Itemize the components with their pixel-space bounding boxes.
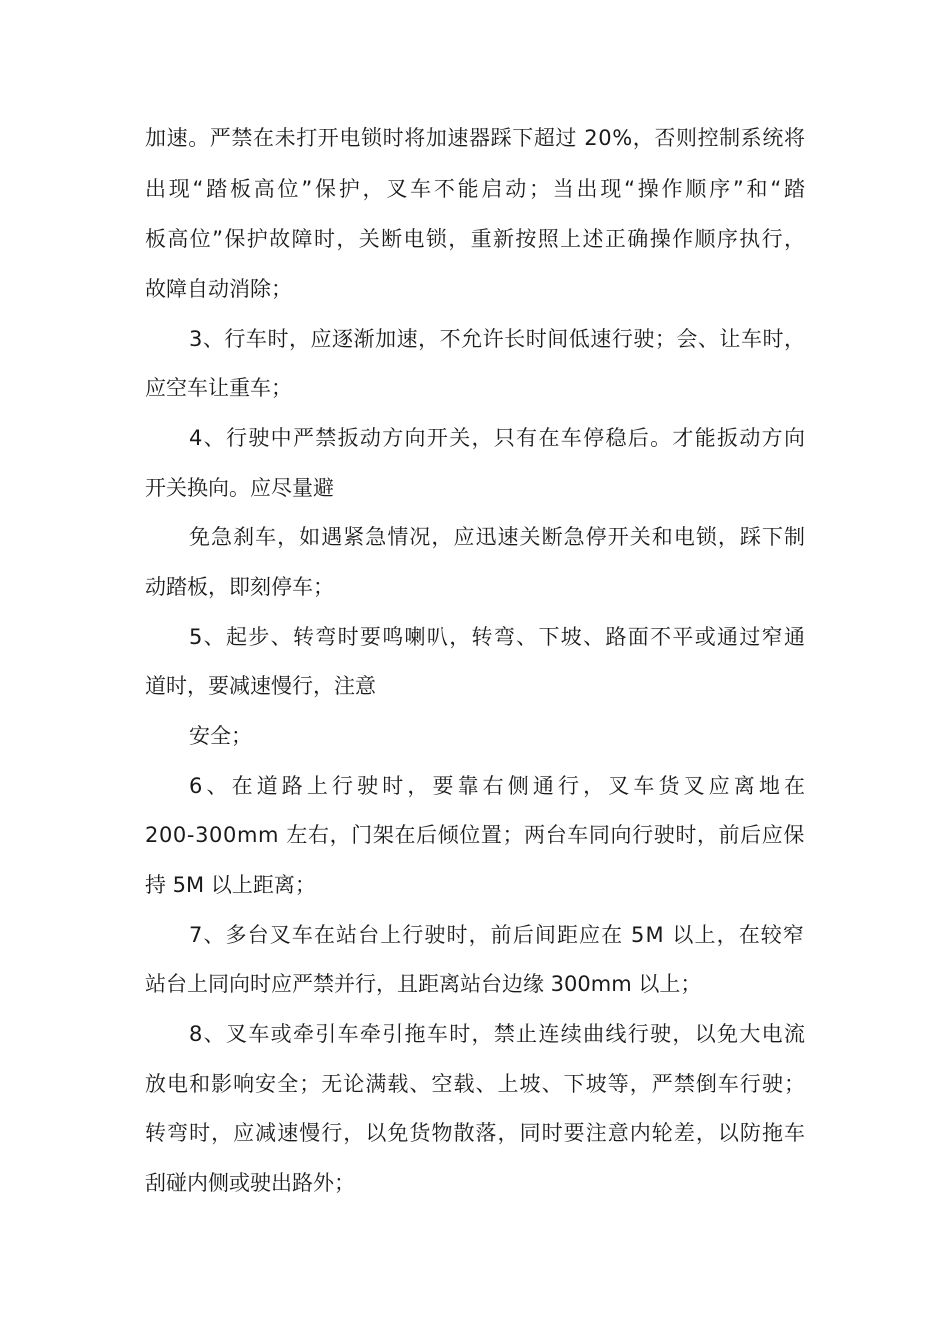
text-line: 5、起步、转弯时要鸣喇叭，转弯、下坡、路面不平或通过窄通: [189, 625, 807, 649]
text-line: 故障自动消除；: [145, 277, 292, 301]
text-line: 转弯时，应减速慢行，以免货物散落，同时要注意内轮差，以防拖车: [145, 1121, 807, 1145]
text-line: 安全；: [189, 724, 252, 748]
text-line: 持 5M 以上距离；: [145, 873, 316, 897]
text-line: 7、多台叉车在站台上行驶时，前后间距应在 5M 以上，在较窄: [189, 923, 805, 947]
text-line: 4、行驶中严禁扳动方向开关，只有在车停稳后。才能扳动方向: [189, 426, 807, 450]
text-line: 板高位”保护故障时，关断电锁，重新按照上述正确操作顺序执行，: [145, 227, 807, 251]
text-line: 站台上同向时应严禁并行，且距离站台边缘 300mm 以上；: [145, 972, 702, 996]
text-line: 放电和影响安全；无论满载、空载、上坡、下坡等，严禁倒车行驶；: [145, 1072, 807, 1096]
text-line: 应空车让重车；: [145, 376, 292, 400]
text-line: 道时，要减速慢行，注意: [145, 674, 376, 698]
text-line: 动踏板，即刻停车；: [145, 575, 334, 599]
text-line: 加速。严禁在未打开电锁时将加速器踩下超过 20%，否则控制系统将: [145, 126, 806, 150]
text-line: 刮碰内侧或驶出路外；: [145, 1171, 355, 1195]
text-line: 8、叉车或牵引车牵引拖车时，禁止连续曲线行驶，以免大电流: [189, 1022, 807, 1046]
text-line: 免急刹车，如遇紧急情况，应迅速关断急停开关和电锁，踩下制: [189, 525, 807, 549]
text-line: 开关换向。应尽量避: [145, 476, 334, 500]
text-line: 出现“踏板高位”保护，叉车不能启动；当出现“操作顺序”和“踏: [145, 177, 808, 201]
text-line: 6、在道路上行驶时，要靠右侧通行，叉车货叉应离地在: [189, 774, 810, 798]
text-line: 3、行车时，应逐渐加速，不允许长时间低速行驶；会、让车时，: [189, 327, 806, 351]
text-line: 200-300mm 左右，门架在后倾位置；两台车同向行驶时，前后应保: [145, 823, 805, 847]
